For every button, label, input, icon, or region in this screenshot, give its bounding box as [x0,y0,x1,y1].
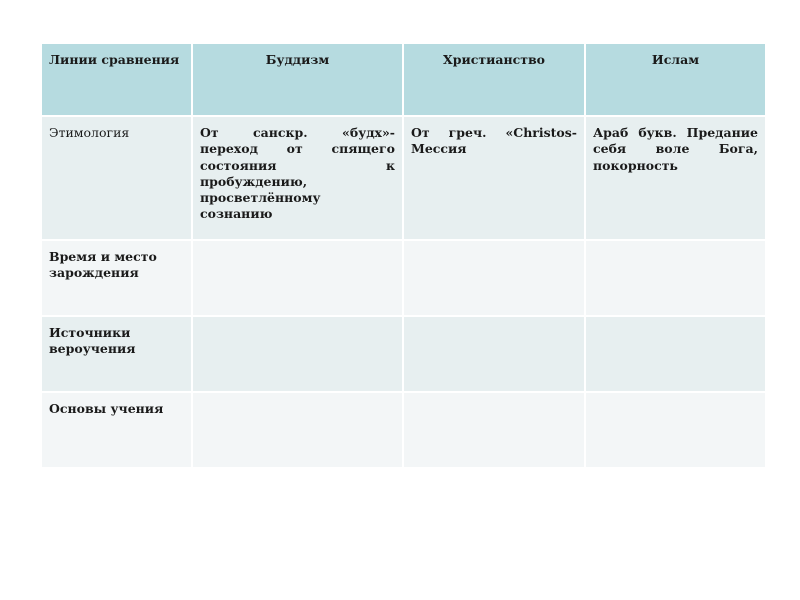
row-label-basics: Основы учения [41,392,192,468]
header-islam: Ислам [585,43,766,116]
table-row-basics [41,392,766,468]
row-label-sources: Источники вероучения [41,316,192,392]
cell-etymology-islam: Араб букв. Предание себя воле Бога, покорность [585,116,766,240]
cell-time-christianity [403,240,585,316]
cell-time-buddhism [192,240,403,316]
table-row-time-place [41,240,766,316]
cell-time-islam [585,240,766,316]
cell-basics-christianity [403,392,585,468]
cell-etymology-buddhism: От санскр. «будх»- переход от спящего состояния к пробуждению, просветлённому сознанию [192,116,403,240]
header-comparison-lines: Линии сравнения [41,43,192,116]
cell-sources-buddhism [192,316,403,392]
header-buddhism: Буддизм [192,43,403,116]
table-row-etymology [41,116,766,240]
cell-sources-islam [585,316,766,392]
cell-sources-christianity [403,316,585,392]
header-christianity: Христианство [403,43,585,116]
row-label-time-place: Время и место зарождения [41,240,192,316]
cell-basics-islam [585,392,766,468]
cell-basics-buddhism [192,392,403,468]
row-label-etymology: Этимология [41,116,192,240]
table-header-row [41,43,766,116]
cell-etymology-christianity: От греч. «Christos-Мессия [403,116,585,240]
comparison-table [40,42,767,469]
table-row-sources [41,316,766,392]
